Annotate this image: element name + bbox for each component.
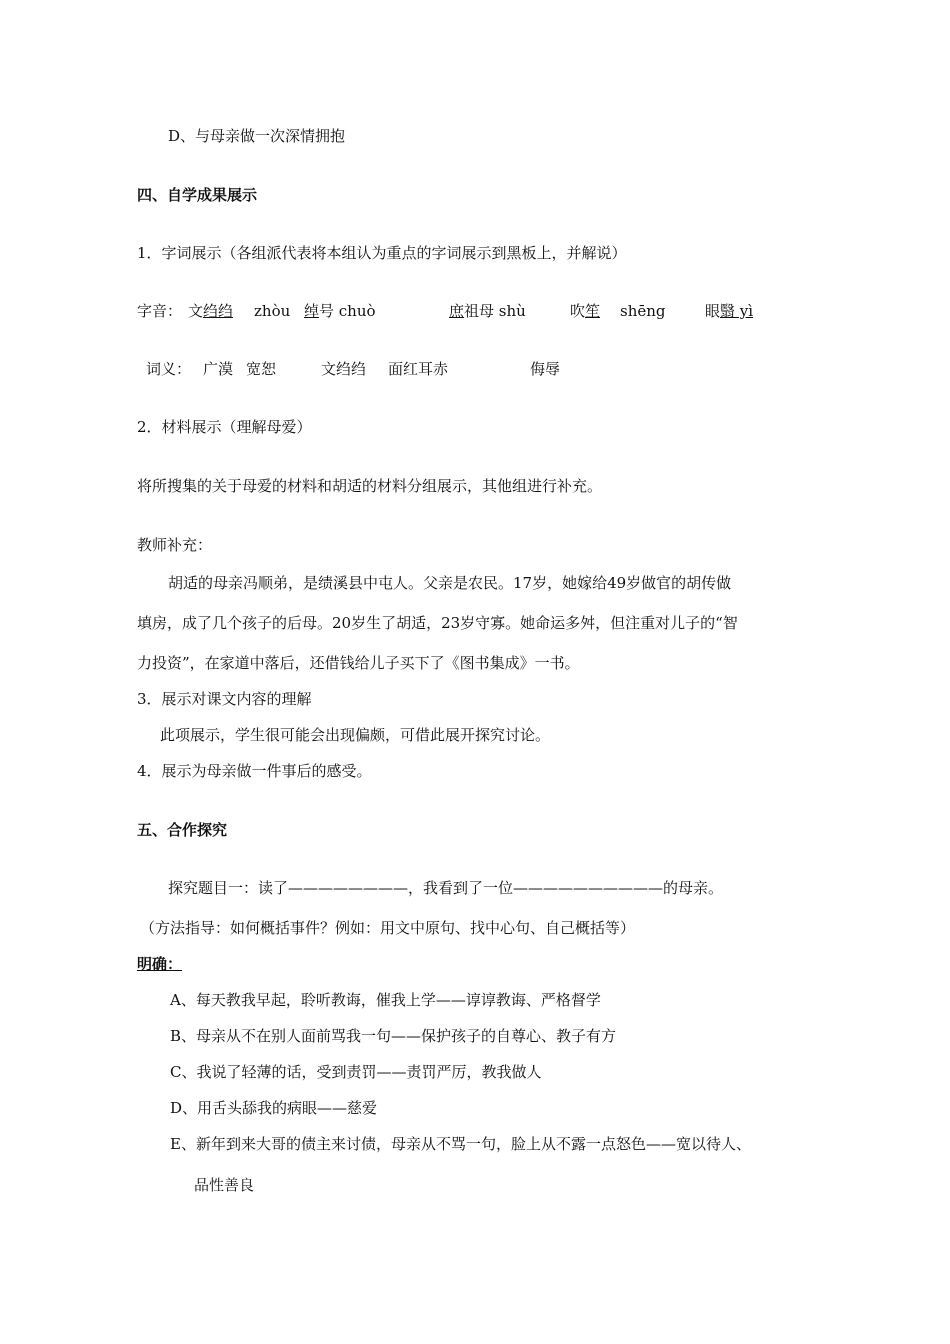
section-heading-self-study: 四、自学成果展示 bbox=[137, 186, 258, 204]
section-heading-cooperative-inquiry: 五、合作探究 bbox=[137, 821, 228, 839]
answer-e-line-1: E、新年到来大哥的债主来讨债，母亲从不骂一句，脸上从不露一点怒色——宽以待人、 bbox=[170, 1135, 751, 1153]
pron-word-5 bbox=[705, 301, 753, 321]
answer-a: A、每天教我早起，聆听教诲，催我上学——谆谆教诲、严格督学 bbox=[170, 991, 601, 1009]
teacher-supplement-label: 教师补充： bbox=[137, 536, 213, 554]
pron-word-3-rest: 祖母 shù bbox=[464, 302, 526, 320]
pron-word-1-underlined: 绉绉 bbox=[203, 302, 234, 320]
pron-word-1-pinyin: zhòu bbox=[254, 302, 291, 320]
inquiry-question-1: 探究题目一：读了————————，我看到了一位——————————的母亲。 bbox=[168, 879, 724, 897]
hushi-mother-paragraph-line-3: 力投资”，在家道中落后，还借钱给儿子买下了《图书集成》一书。 bbox=[137, 654, 580, 672]
item-2-materials: 2．材料展示（理解母爱） bbox=[137, 418, 312, 436]
pronunciation-label: 字音： bbox=[137, 302, 183, 320]
hushi-mother-paragraph-line-2: 填房，成了几个孩子的后母。20岁生了胡适，23岁守寡。她命运多舛，但注重对儿子的“智 bbox=[137, 614, 738, 632]
pron-word-4-pinyin: shēng bbox=[620, 302, 666, 320]
meaning-word-5: 侮辱 bbox=[530, 360, 561, 378]
pron-word-3 bbox=[449, 301, 526, 321]
pron-word-1-prefix: 文 bbox=[188, 302, 204, 320]
item-3-understanding: 3．展示对课文内容的理解 bbox=[137, 690, 312, 708]
answer-e-line-2: 品性善良 bbox=[194, 1176, 255, 1194]
meaning-word-1: 广漠 bbox=[203, 360, 234, 378]
pron-word-1 bbox=[188, 301, 233, 321]
meaning-label: 词义： bbox=[146, 360, 192, 378]
pron-word-5-underlined: 翳 yì bbox=[720, 302, 754, 320]
answer-d: D、用舌头舔我的病眼——慈爱 bbox=[170, 1099, 378, 1117]
meaning-word-2: 宽恕 bbox=[246, 360, 277, 378]
meaning-word-4: 面红耳赤 bbox=[388, 360, 449, 378]
pron-word-3-underlined: 庶 bbox=[449, 302, 465, 320]
pron-word-2 bbox=[296, 301, 376, 321]
pron-word-5-prefix: 眼 bbox=[705, 302, 721, 320]
answer-c: C、我说了轻薄的话，受到责罚——责罚严厉，教我做人 bbox=[170, 1063, 542, 1081]
answer-b: B、母亲从不在别人面前骂我一句——保护孩子的自尊心、教子有方 bbox=[170, 1027, 617, 1045]
method-guidance: （方法指导：如何概括事件？例如：用文中原句、找中心句、自己概括等） bbox=[140, 919, 636, 937]
pron-word-4-prefix: 吹 bbox=[570, 302, 586, 320]
pron-word-4 bbox=[570, 301, 600, 321]
item-1-word-display: 1．字词展示（各组派代表将本组认为重点的字词展示到黑板上，并解说） bbox=[137, 244, 627, 262]
meaning-word-3: 文绉绉 bbox=[321, 360, 367, 378]
item-4-feelings: 4．展示为母亲做一件事后的感受。 bbox=[137, 762, 372, 780]
materials-instruction: 将所搜集的关于母爱的材料和胡适的材料分组展示，其他组进行补充。 bbox=[137, 477, 603, 495]
item-3-description: 此项展示，学生很可能会出现偏颇，可借此展开探究讨论。 bbox=[160, 726, 551, 744]
pron-word-2-rest: 号 chuò bbox=[319, 302, 376, 320]
pron-word-4-underlined: 笙 bbox=[585, 302, 601, 320]
clarify-label: 明确： bbox=[137, 955, 183, 973]
hushi-mother-paragraph-line-1: 胡适的母亲冯顺弟，是绩溪县中屯人。父亲是农民。17岁，她嫁给49岁做官的胡传做 bbox=[168, 574, 732, 592]
option-d-line: D、与母亲做一次深情拥抱 bbox=[168, 127, 346, 145]
pron-word-2-underlined: 绰 bbox=[304, 302, 320, 320]
